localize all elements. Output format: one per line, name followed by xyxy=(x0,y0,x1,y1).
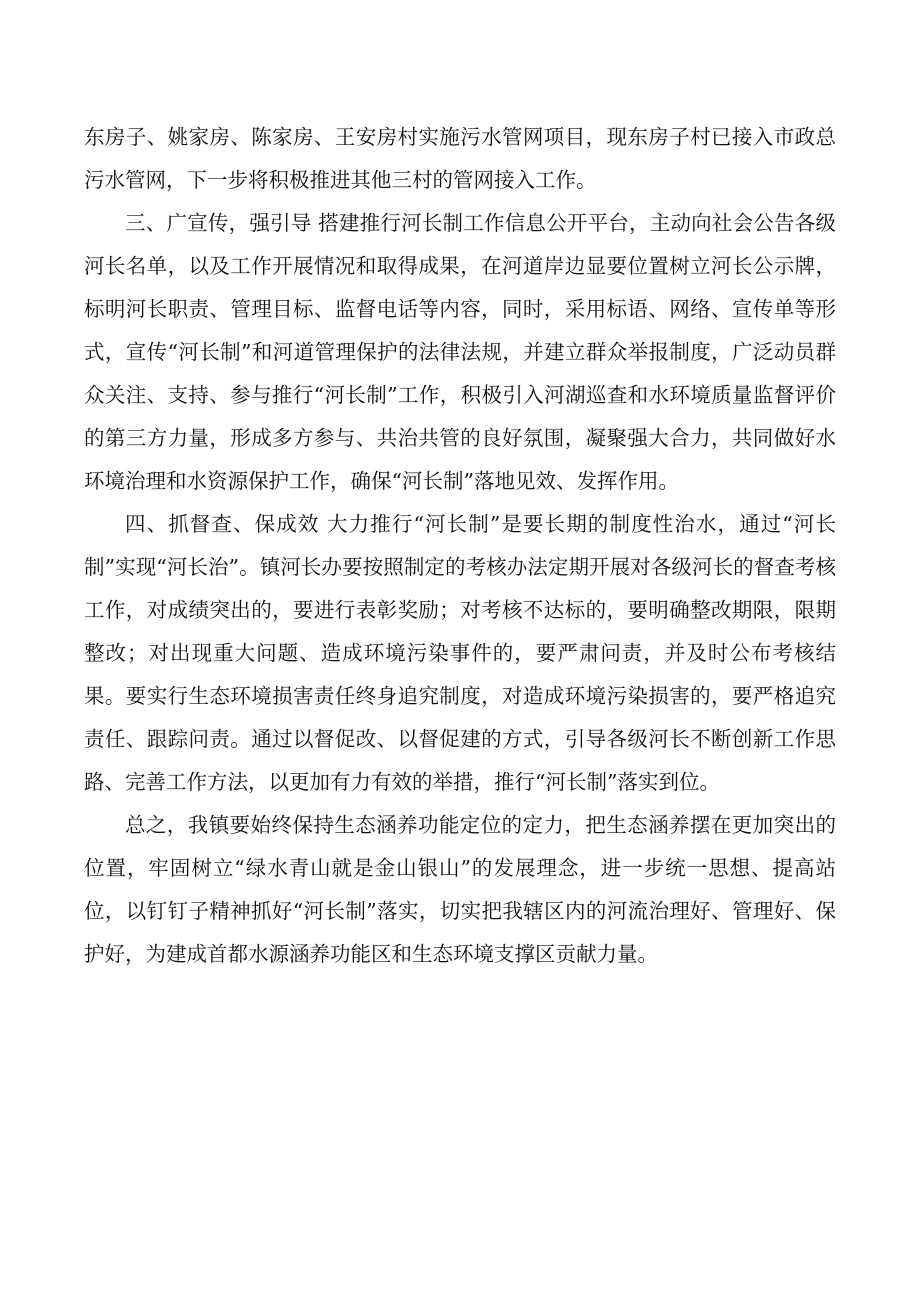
paragraph-section-four: 四、抓督查、保成效 大力推行“河长制”是要长期的制度性治水，通过“河长制”实现“河长治”。镇河长办要按照制定的考核办法定期开展对各级河长的督查考核工作，对成绩突出的，要进行表彰奖励；对考核不达标的，要明确整改期限，限期整改；对出现重大问题、造成环境污染事件的，要严肃问责，并及时公布考核结果。要实行生态环境损害责任终身追究制度，对造成环境污染损害的，要严格追究责任、跟踪问责。通过以督促改、以督促建的方式，引导各级河长不断创新工作思路、完善工作方法，以更加有力有效的举措，推行“河长制”落实到位。 xyxy=(84,512,836,794)
paragraph-section-three: 三、广宣传，强引导 搭建推行河长制工作信息公开平台，主动向社会公告各级河长名单，以及工作开展情况和取得成果，在河道岸边显要位置树立河长公示牌，标明河长职责、管理目标、监督电话等内容，同时，采用标语、网络、宣传单等形式，宣传“河长制”和河道管理保护的法律法规，并建立群众举报制度，广泛动员群众关注、支持、参与推行“河长制”工作，积极引入河湖巡查和水环境质量监督评价的第三方力量，形成多方参与、共治共管的良好氛围，凝聚强大合力，共同做好水环境治理和水资源保护工作，确保“河长制”落地见效、发挥作用。 xyxy=(84,211,836,493)
paragraph-conclusion: 总之，我镇要始终保持生态涵养功能定位的定力，把生态涵养摆在更加突出的位置，牢固树立“绿水青山就是金山银山”的发展理念，进一步统一思想、提高站位，以钉钉子精神抓好“河长制”落实，切实把我辖区内的河流治理好、管理好、保护好，为建成首都水源涵养功能区和生态环境支撑区贡献力量。 xyxy=(84,813,836,966)
paragraph-continuation: 东房子、姚家房、陈家房、王安房村实施污水管网项目，现东房子村已接入市政总污水管网，下一步将积极推进其他三村的管网接入工作。 xyxy=(84,125,836,192)
document-body xyxy=(84,116,836,976)
